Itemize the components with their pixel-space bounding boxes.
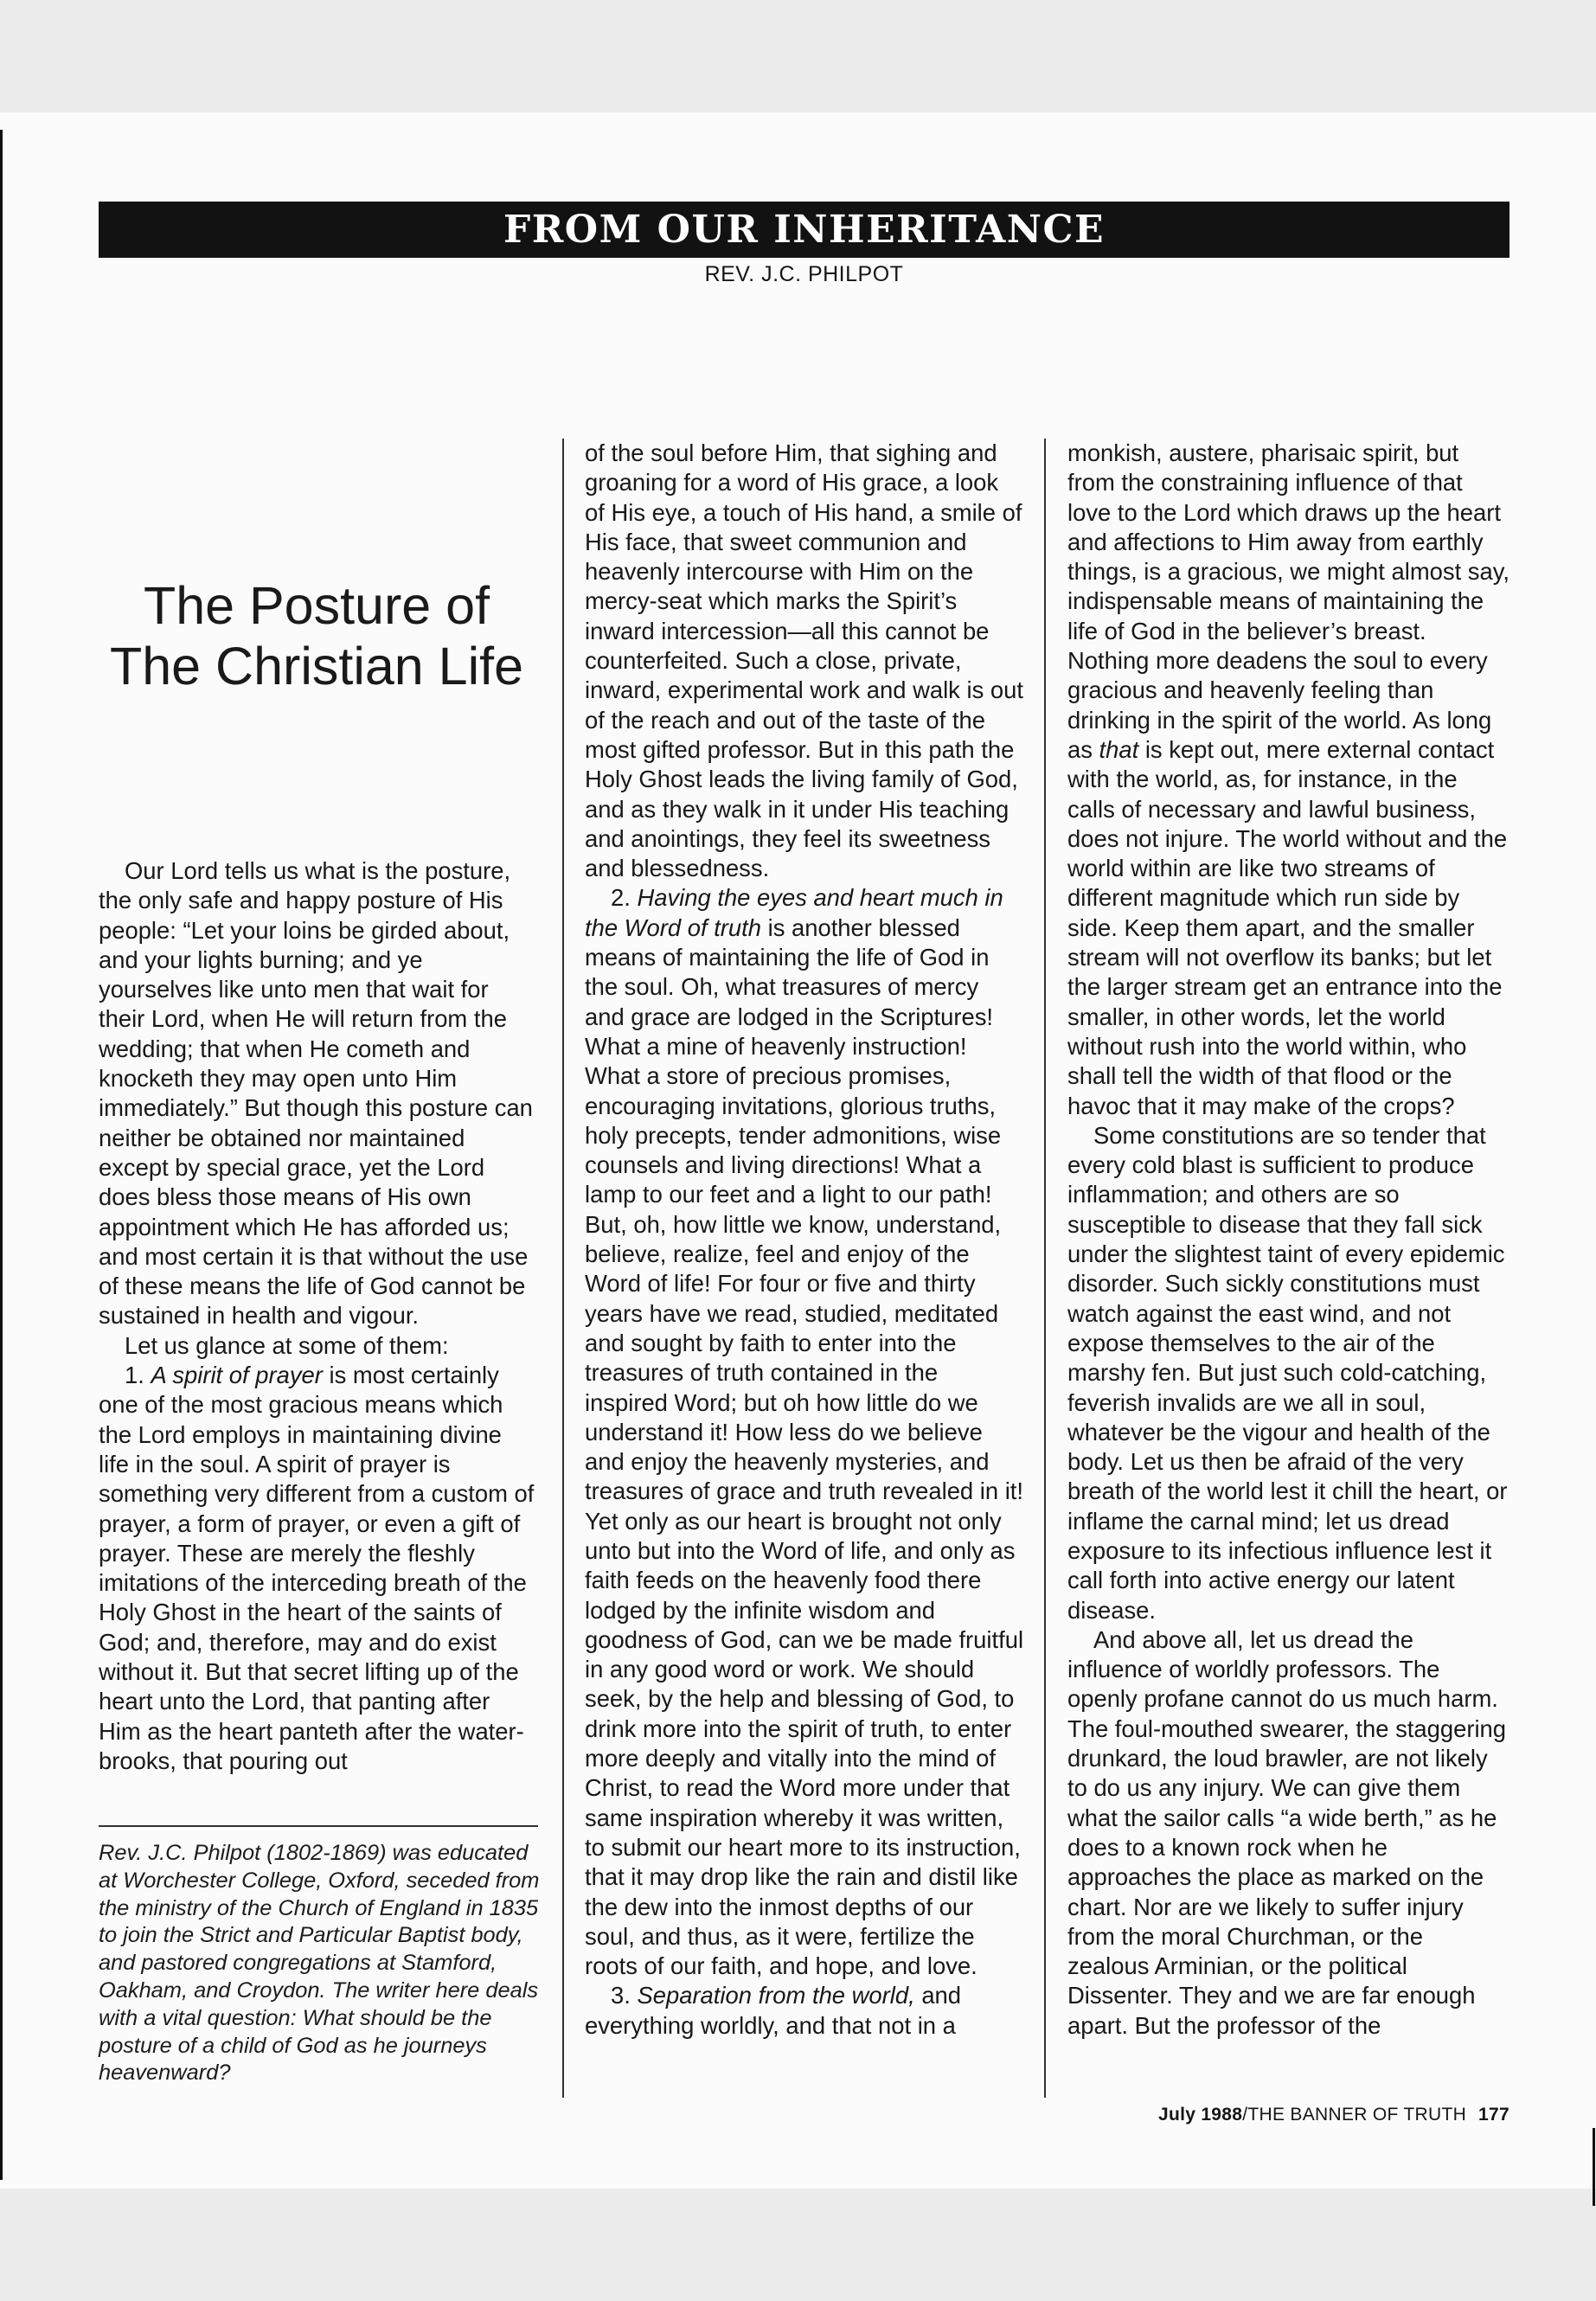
column-3 [1067,439,1509,2041]
point-1-paragraph [99,1361,538,1776]
bio-text: Rev. J.C. Philpot (1802-1869) was educated at Worchester College, Oxford, seceded from the ministry of the Church of England in 1835 to join the Strict and Particular Baptist body, and pastored congregations at Stamford, Oakham, and Croydon. The writer here deals with a vital question: What should be the posture of a child of God as he journeys heavenward? [99,1841,540,2086]
title-line-2: The Christian Life [109,637,524,695]
professors-paragraph: And above all, let us dread the influence of worldly professors. The openly profane cannot do us much harm. The foul-mouthed swearer, the staggering drunkard, the loud brawler, are not likely to do us any injury. We can give them what the sailor calls “a wide berth,” as he does to a known rock when he approaches the place as marked on the chart. Nor are we likely to suffer injury from the moral Churchman, or the zealous Arminian, or the political Dissenter. They and we are far enough apart. But the professor of the [1067,1625,1507,2039]
bio-divider [99,1825,538,1827]
point-2-text: is another blessed means of maintaining the life of God in the soul. Oh, what treasures of mercy and grace are lodged in the Scriptures! What a mine of heavenly instruction! What a store of precious promises, encouraging invitations, glorious truths, holy precepts, tender admonitions, wise counsels and living directions! What a lamp to our feet and a light to our path! But, oh, how little we know, understand, believe, realize, feel and enjoy of the Word of life! For four or five and thirty years have we read, studied, meditated and sought by faith to enter into the treasures of truth contained in the inspired Word; but oh how little do we understand it! How less do we believe and enjoy the heavenly mysteries, and treasures of grace and truth revealed in it! Yet only as our heart is brought not only unto but into the Word of life, and only as faith feeds on the heavenly food there lodged by the infinite wisdom and goodness of God, can we be made fruitful in any good word or work. We should seek, by the help and blessing of God, to drink more into the spirit of truth, to enter more deeply and vitally into the mind of Christ, to read the Word more under that same inspiration whereby it was written, to submit our heart more to its instruction, that it may drop like the rain and distil like the dew into the inmost depths of our soul, and thus, as it were, fertilize the roots of our faith, and hope, and love. [585,913,1024,1980]
page-footer [1067,2105,1509,2125]
point-2-heading: Having the eyes and heart much in the Word of truth [585,884,1003,941]
point-3-paragraph [585,1981,1024,2041]
column-2 [585,439,1024,2041]
article-title [97,575,536,696]
scan-edge-right [1593,2128,1595,2206]
point-1-number: 1. [125,1362,151,1389]
footer-date: July 1988 [1157,2105,1243,2125]
page-number: 177 [1478,2105,1509,2125]
column-rule-1 [562,439,564,2098]
glance-paragraph: Let us glance at some of them: [125,1331,449,1359]
column-rule-2 [1044,439,1046,2098]
author-byline: REV. J.C. PHILPOT [704,262,904,286]
column-1 [99,856,538,1776]
footer-publication: /THE BANNER OF TRUTH [1242,2105,1467,2125]
constitutions-paragraph: Some constitutions are so tender that every cold blast is sufficient to produce inflammation; and others are so susceptible to disease that they fall sick under the slightest taint of every epidemic disorder. Such sickly constitutions must watch against the east wind, and not expose themselves to the air of the marshy fen. But just such cold-catching, feverish invalids are we all in soul, whatever be the vigour and health of the body. Let us then be afraid of the very breath of the world lest it chill the heart, or inflame the carnal mind; let us dread exposure to its infectious influence lest it call forth into active energy our latent disease. [1067,1121,1508,1624]
point-3-number: 3. [611,1982,638,2009]
separation-text-a: monkish, austere, pharisaic spirit, but from the constraining influence of that love to the Lord which draws up the heart and affections to Him away from earthly things, is a gracious, we might almost say, indispensable means of maintaining the life of God in the believer’s breast. Nothing more deadens the soul to every gracious and heavenly feeling than drinking in the spirit of the world. As long as [1067,439,1509,763]
separation-continuation [1067,439,1509,1121]
author-bio [99,1840,542,2087]
point-2-number: 2. [611,884,638,912]
separation-emphasis: that [1099,735,1139,763]
point-1-heading: A spirit of prayer [151,1362,323,1389]
separation-text-b: is kept out, mere external contact with the world, as, for instance, in the calls of necessary and lawful business, does not injure. The world without and the world within are like two streams of different magnitude which run side by side. Keep them apart, and the smaller stream will not overflow its banks; but let the larger stream get an entrance into the smaller, in other words, let the world without rush into the world within, who shall tell the width of that flood or the havoc that it may make of the crops? [1067,735,1508,1119]
point-1-text: is most certainly one of the most gracious means which the Lord employs in maintaining divine life in the soul. A spirit of prayer is something very different from a custom of prayer, a form of prayer, or even a gift of prayer. These are merely the fleshly imitations of the interceding breath of the Holy Ghost in the heart of the saints of God; and, therefore, may and do exist without it. But that secret lifting up of the heart unto the Lord, that panting after Him as the heart panteth after the water-brooks, that pouring out [99,1362,535,1774]
prayer-continuation: of the soul before Him, that sighing and groaning for a word of His grace, a look of His eye, a touch of His hand, a smile of His face, that sweet communion and heavenly intercourse with Him on the mercy-seat which marks the Spirit’s inward intercession—all this cannot be counterfeited. Such a close, private, inward, experimental work and walk is out of the reach and out of the taste of the most gifted professor. But in this path the Holy Ghost leads the living family of God, and as they walk in it under His teaching and anointings, they feel its sweetness and blessedness. [585,439,1023,882]
point-3-heading: Separation from the world, [637,1982,915,2009]
point-2-paragraph [585,883,1024,1981]
point-3-text: and everything worldly, and that not in a [585,1982,962,2039]
title-line-1: The Posture of [143,576,490,635]
section-banner: FROM OUR INHERITANCE [99,202,1509,258]
scan-edge-left [0,130,3,2180]
intro-paragraph: Our Lord tells us what is the posture, the only safe and happy posture of His people: “Let your loins be girded about, and your lights burning; and ye yourselves like unto men that wait for their Lord, when He will return from the wedding; that when He cometh and knocketh they may open unto Him immediately.” But though this posture can neither be obtained nor maintained except by special grace, yet the Lord does bless those means of His own appointment which He has afforded us; and most certain it is that without the use of these means the life of God cannot be sustained in health and vigour. [99,857,533,1330]
